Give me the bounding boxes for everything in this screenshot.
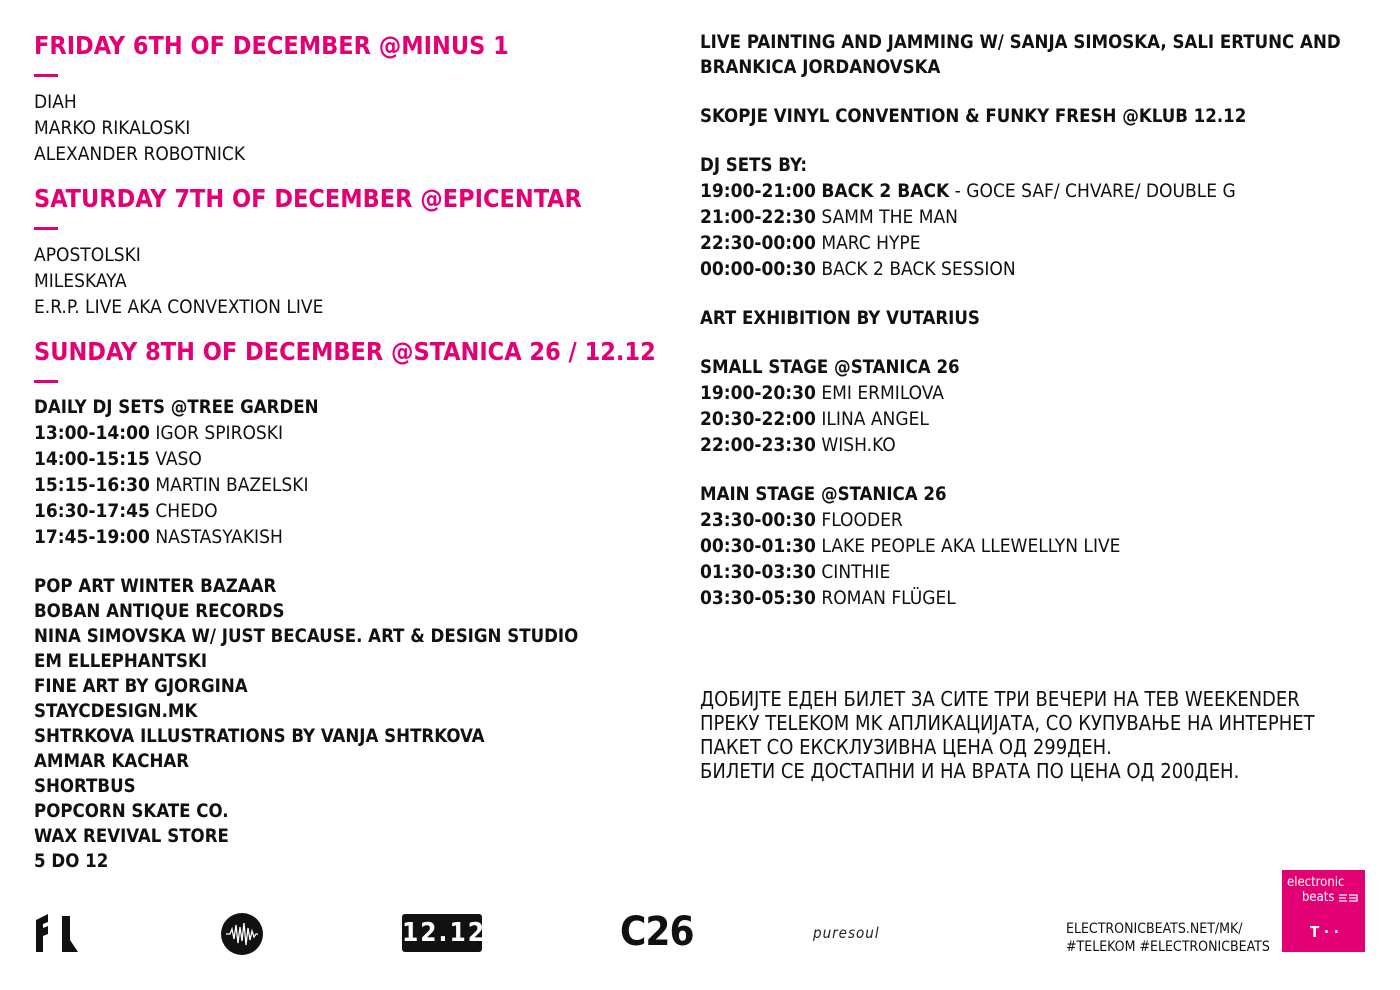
set-time: 16:30-17:45 bbox=[34, 500, 150, 522]
set-artist: EMI ERMILOVA bbox=[821, 382, 944, 404]
sunday-title: SUNDAY 8TH OF DECEMBER @STANICA 26 / 12.12 bbox=[34, 337, 656, 366]
bazaar-item: POP ART WINTER BAZAAR bbox=[34, 576, 277, 597]
fl-logo-icon bbox=[34, 914, 80, 954]
bazaar-item: SHTRKOVA ILLUSTRATIONS BY VANJA SHTRKOVA bbox=[34, 726, 485, 747]
set-time: 13:00-14:00 bbox=[34, 422, 150, 444]
footer-links bbox=[1066, 920, 1270, 956]
set-artist: SAMM THE MAN bbox=[821, 206, 958, 228]
set-time: 22:30-00:00 bbox=[700, 232, 816, 254]
set-artist: - GOCE SAF/ CHVARE/ DOUBLE G bbox=[949, 180, 1236, 202]
main-stage-heading: MAIN STAGE @STANICA 26 bbox=[700, 484, 947, 505]
puresoul-logo: puresoul bbox=[813, 924, 880, 942]
set-time: 19:00-20:30 bbox=[700, 382, 816, 404]
bazaar-item: AMMAR KACHAR bbox=[34, 751, 190, 772]
set-time: 01:30-03:30 bbox=[700, 561, 816, 583]
set-time: 19:00-21:00 bbox=[700, 180, 816, 202]
eb-mark-icon bbox=[1338, 893, 1358, 903]
schedule-row bbox=[34, 498, 674, 524]
small-stage-heading: SMALL STAGE @STANICA 26 bbox=[700, 357, 960, 378]
bazaar-item: BOBAN ANTIQUE RECORDS bbox=[34, 601, 285, 622]
dj-sets-heading: DJ SETS BY: bbox=[700, 155, 808, 176]
set-time: 15:15-16:30 bbox=[34, 474, 150, 496]
schedule-row bbox=[700, 432, 1380, 458]
set-time: 14:00-15:15 bbox=[34, 448, 150, 470]
schedule-row bbox=[700, 380, 1380, 406]
sponsor-footer bbox=[0, 875, 1400, 990]
set-time: 00:30-01:30 bbox=[700, 535, 816, 557]
schedule-row bbox=[700, 178, 1380, 204]
ticket-info-line: ПРЕКУ TELEKOM MK АПЛИКАЦИЈАТА, СО КУПУВАЊЕ НА ИНТЕРНЕТ bbox=[700, 711, 1315, 735]
bazaar-item: EM ELLEPHANTSKI bbox=[34, 651, 208, 672]
ticket-info-line: ПАКЕТ СО ЕКСКЛУЗИВНА ЦЕНА ОД 299ДЕН. bbox=[700, 735, 1112, 759]
set-artist: ROMAN FLÜGEL bbox=[821, 587, 956, 609]
set-time: 20:30-22:00 bbox=[700, 408, 816, 430]
schedule-row bbox=[34, 446, 674, 472]
set-artist: ILINA ANGEL bbox=[821, 408, 929, 430]
schedule-row bbox=[700, 559, 1380, 585]
saturday-artist: E.R.P. LIVE AKA CONVEXTION LIVE bbox=[34, 296, 324, 318]
set-artist: CINTHIE bbox=[821, 561, 891, 583]
left-column bbox=[34, 30, 674, 874]
schedule-row bbox=[700, 406, 1380, 432]
saturday-artist: APOSTOLSKI bbox=[34, 244, 141, 266]
set-artist: FLOODER bbox=[821, 509, 903, 531]
friday-artist: DIAH bbox=[34, 91, 77, 113]
bazaar-item: WAX REVIVAL STORE bbox=[34, 826, 229, 847]
eb-logo-line1: electronic bbox=[1287, 875, 1345, 890]
friday-artist: ALEXANDER ROBOTNICK bbox=[34, 143, 246, 165]
set-artist: MARC HYPE bbox=[821, 232, 921, 254]
saturday-artist: MILESKAYA bbox=[34, 270, 127, 292]
ticket-info-line: БИЛЕТИ СЕ ДОСТАПНИ И НА ВРАТА ПО ЦЕНА ОД 200ДЕН. bbox=[700, 759, 1240, 783]
set-artist: WISH.KO bbox=[821, 434, 896, 456]
set-artist-bold: BACK 2 BACK bbox=[821, 180, 950, 202]
set-artist: MARTIN BAZELSKI bbox=[155, 474, 309, 496]
title-dash bbox=[34, 74, 58, 77]
set-artist: CHEDO bbox=[155, 500, 218, 522]
c26-logo: C26 bbox=[620, 909, 694, 955]
daily-dj-heading: DAILY DJ SETS @TREE GARDEN bbox=[34, 397, 319, 418]
eb-logo-line2: beats bbox=[1302, 891, 1358, 905]
set-time: 23:30-00:30 bbox=[700, 509, 816, 531]
schedule-row bbox=[700, 256, 1380, 282]
schedule-row bbox=[700, 533, 1380, 559]
club-1212-logo: 12.12 bbox=[402, 914, 482, 952]
bazaar-item: FINE ART BY GJORGINA bbox=[34, 676, 248, 697]
title-dash bbox=[34, 227, 58, 230]
bazaar-item: 5 DO 12 bbox=[34, 851, 109, 872]
set-time: 17:45-19:00 bbox=[34, 526, 150, 548]
schedule-row bbox=[34, 420, 674, 446]
telekom-t-icon: T · · bbox=[1310, 923, 1339, 941]
bazaar-item: POPCORN SKATE CO. bbox=[34, 801, 229, 822]
set-artist: VASO bbox=[155, 448, 202, 470]
set-artist: NASTASYAKISH bbox=[155, 526, 283, 548]
set-time: 21:00-22:30 bbox=[700, 206, 816, 228]
schedule-row bbox=[700, 204, 1380, 230]
set-artist: IGOR SPIROSKI bbox=[155, 422, 284, 444]
art-exhibition: ART EXHIBITION BY VUTARIUS bbox=[700, 308, 980, 329]
saturday-title: SATURDAY 7TH OF DECEMBER @EPICENTAR bbox=[34, 184, 582, 213]
schedule-row bbox=[700, 230, 1380, 256]
set-time: 00:00-00:30 bbox=[700, 258, 816, 280]
schedule-row bbox=[34, 524, 674, 550]
waveform-logo-icon bbox=[220, 912, 264, 956]
friday-title: FRIDAY 6TH OF DECEMBER @MINUS 1 bbox=[34, 31, 509, 60]
live-painting-line: BRANKICA JORDANOVSKA bbox=[700, 57, 941, 78]
right-column bbox=[700, 30, 1380, 783]
ticket-info-line: ДОБИЈТЕ ЕДЕН БИЛЕТ ЗА СИТЕ ТРИ ВЕЧЕРИ НА ТЕВ WEEKENDER bbox=[700, 687, 1300, 711]
schedule-row bbox=[700, 585, 1380, 611]
hashtags: #TELEKOM #ELECTRONICBEATS bbox=[1066, 939, 1270, 955]
bazaar-item: SHORTBUS bbox=[34, 776, 136, 797]
bazaar-item: STAYCDESIGN.MK bbox=[34, 701, 198, 722]
website-link[interactable]: ELECTRONICBEATS.NET/MK/ bbox=[1066, 921, 1243, 937]
schedule-row bbox=[700, 507, 1380, 533]
set-time: 22:00-23:30 bbox=[700, 434, 816, 456]
schedule-row bbox=[34, 472, 674, 498]
electronic-beats-logo bbox=[1282, 870, 1365, 952]
set-time: 03:30-05:30 bbox=[700, 587, 816, 609]
live-painting-line: LIVE PAINTING AND JAMMING W/ SANJA SIMOSKA, SALI ERTUNC AND bbox=[700, 32, 1341, 53]
bazaar-item: NINA SIMOVSKA W/ JUST BECAUSE. ART & DESIGN STUDIO bbox=[34, 626, 579, 647]
set-artist: BACK 2 BACK SESSION bbox=[821, 258, 1016, 280]
title-dash bbox=[34, 380, 58, 383]
vinyl-convention: SKOPJE VINYL CONVENTION & FUNKY FRESH @KLUB 12.12 bbox=[700, 106, 1247, 127]
set-artist: LAKE PEOPLE AKA LLEWELLYN LIVE bbox=[821, 535, 1121, 557]
friday-artist: MARKO RIKALOSKI bbox=[34, 117, 191, 139]
